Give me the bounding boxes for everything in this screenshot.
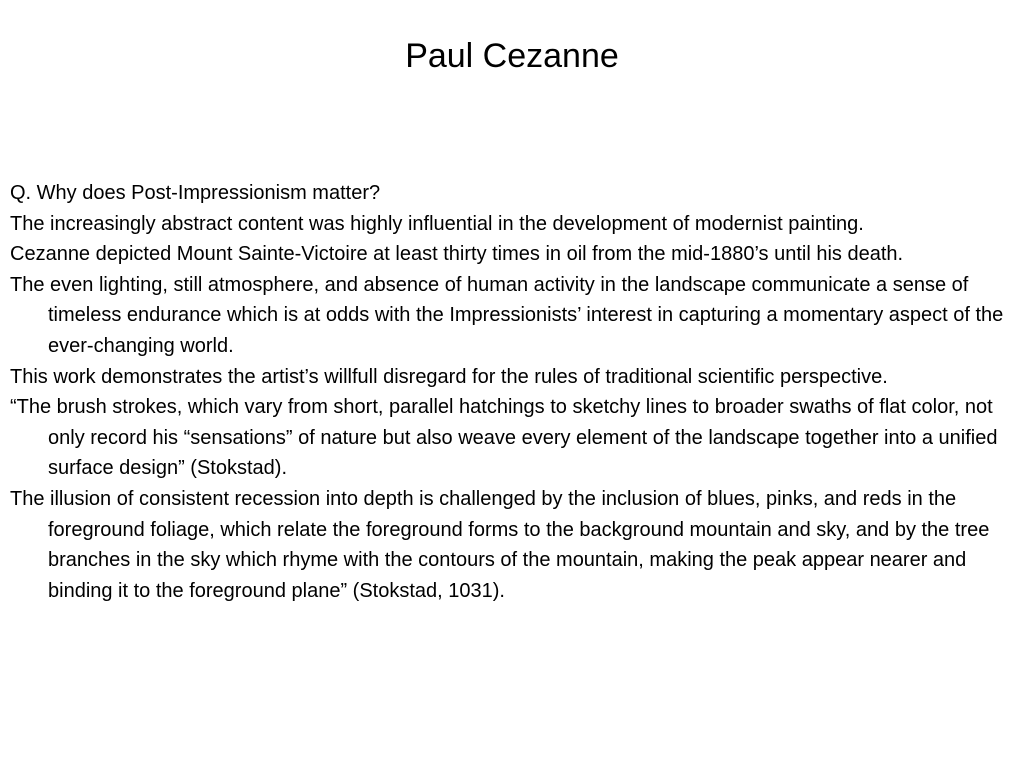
- slide-body: [10, 178, 1014, 606]
- body-paragraph-question: Q. Why does Post-Impressionism matter?: [10, 182, 381, 204]
- body-paragraph-lighting: The even lighting, still atmosphere, and absence of human activity in the landscape communicate a sense of timeless endurance which is at odds with the Impressionists’ interest in capturing a momentary aspect of the ever-changing world.: [10, 273, 1004, 357]
- body-paragraph-brush-strokes-quote: “The brush strokes, which vary from short, parallel hatchings to sketchy lines to broader swaths of flat color, not only record his “sensations” of nature but also weave every element of the landscape together into a unified surface design” (Stokstad).: [10, 396, 998, 480]
- body-paragraph-sainte-victoire: Cezanne depicted Mount Sainte-Victoire at least thirty times in oil from the mid-1880’s until his death.: [10, 243, 904, 266]
- slide-title: Paul Cezanne: [405, 37, 619, 75]
- body-paragraph-perspective: This work demonstrates the artist’s willfull disregard for the rules of traditional scientific perspective.: [10, 365, 888, 388]
- body-paragraph-influence: The increasingly abstract content was highly influential in the development of modernist painting.: [10, 212, 864, 235]
- body-paragraph-recession-depth: The illusion of consistent recession into depth is challenged by the inclusion of blues, pinks, and reds in the foreground foliage, which relate the foreground forms to the background mountain and sky, and by the tree branches in the sky which rhyme with the contours of the mountain, making the peak appear nearer and binding it to the foreground plane” (Stokstad, 1031).: [10, 487, 990, 602]
